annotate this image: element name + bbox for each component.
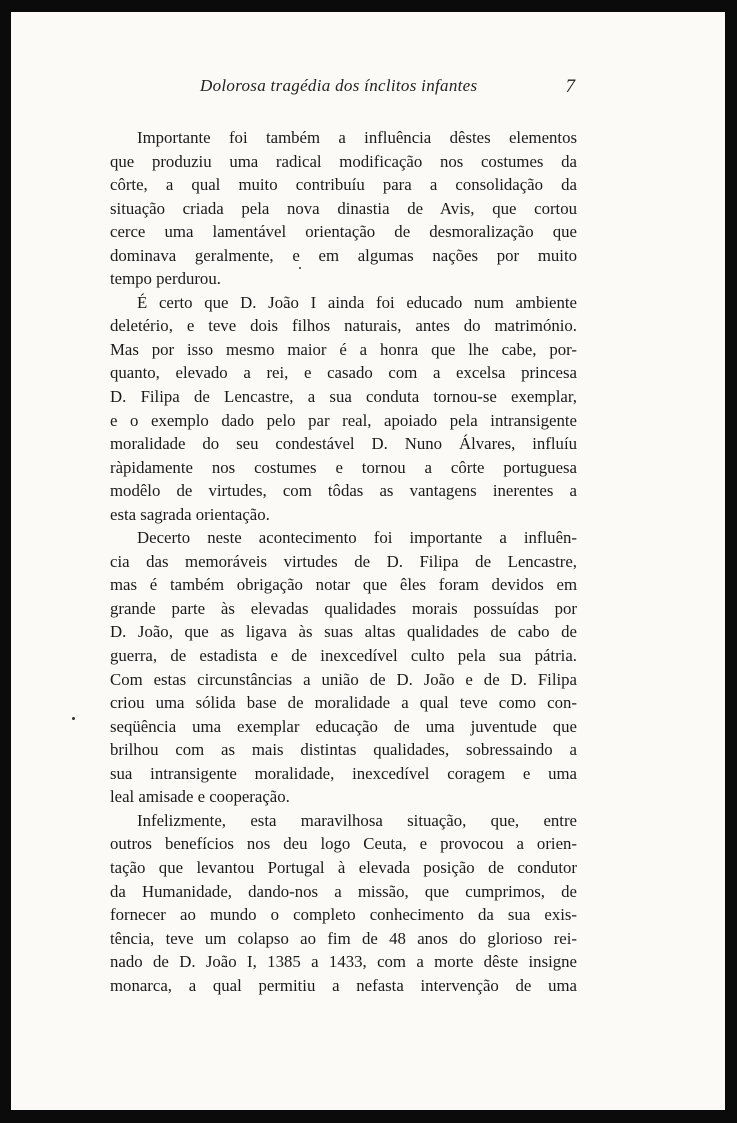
text-line: cia das memoráveis virtudes de D. Filipa de Lencastre, [110,551,577,571]
scan-frame-top [0,0,737,12]
text-line: brilhou com as mais distintas qualidades, sobressaindo a [110,740,577,760]
text-line: situação criada pela nova dinastia de Avis, que cortou [110,198,577,218]
text-line: ràpidamente nos costumes e tornou a côrte portuguesa [110,457,577,477]
text-line: sua intransigente moralidade, inexcedível coragem e uma [110,763,577,783]
scan-speck [72,717,75,720]
text-line: esta sagrada orientação. [110,504,270,524]
page-number: 7 [565,76,575,97]
text-line: fornecer ao mundo o completo conhecimento da sua exis- [110,905,577,925]
text-line: cerce uma lamentável orientação de desmoralização que [110,222,577,242]
scan-speck [299,267,301,269]
text-line: Decerto neste acontecimento foi importante a influên- [137,528,577,548]
text-line: e o exemplo dado pelo par real, apoiado pela intransigente [110,410,577,430]
text-line: moralidade do seu condestável D. Nuno Álvares, influíu [110,434,577,454]
text-line: dominava geralmente, e em algumas nações por muito [110,245,577,265]
text-line: seqüência uma exemplar educação de uma juventude que [110,716,577,736]
text-line: D. João, que as ligava às suas altas qualidades de cabo de [110,622,577,642]
text-line: Com estas circunstâncias a união de D. João e de D. Filipa [110,669,577,689]
text-line: deletério, e teve dois filhos naturais, antes do matrimónio. [110,316,577,336]
page-header [200,76,575,104]
text-line: outros benefícios nos deu logo Ceuta, e provocou a orien- [110,834,577,854]
text-line: criou uma sólida base de moralidade a qual teve como con- [110,693,577,713]
text-line: Mas por isso mesmo maior é a honra que lhe cabe, por- [110,339,577,359]
text-line: É certo que D. João I ainda foi educado num ambiente [137,292,577,312]
body-text [110,126,577,997]
text-line: grande parte às elevadas qualidades morais possuídas por [110,598,577,618]
text-line: côrte, a qual muito contribuíu para a consolidação da [110,175,577,195]
text-line: D. Filipa de Lencastre, a sua conduta tornou-se exemplar, [110,387,577,407]
running-title: Dolorosa tragédia dos ínclitos infantes [200,76,478,95]
scan-frame-left [0,0,11,1123]
text-line: Infelizmente, esta maravilhosa situação, que, entre [137,810,577,830]
text-line: Importante foi também a influência dêstes elementos [137,128,577,147]
text-line: tempo perdurou. [110,269,221,289]
text-line: nado de D. João I, 1385 a 1433, com a morte dêste insigne [110,952,577,972]
text-line: modêlo de virtudes, com tôdas as vantagens inerentes a [110,481,577,501]
text-line: leal amisade e cooperação. [110,787,290,807]
text-line: que produziu uma radical modificação nos costumes da [110,151,577,171]
text-line: monarca, a qual permitiu a nefasta intervenção de uma [110,975,577,995]
text-line: mas é também obrigação notar que êles foram devidos em [110,575,577,595]
text-line: guerra, de estadista e de inexcedível culto pela sua pátria. [110,646,577,666]
text-line: quanto, elevado a rei, e casado com a excelsa princesa [110,363,577,383]
text-line: da Humanidade, dando-nos a missão, que cumprimos, de [110,881,577,901]
text-line: tação que levantou Portugal à elevada posição de condutor [110,857,577,877]
text-line: tência, teve um colapso ao fim de 48 anos do glorioso rei- [110,928,577,948]
scan-frame-bottom [0,1110,737,1123]
scan-frame-right [725,0,737,1123]
